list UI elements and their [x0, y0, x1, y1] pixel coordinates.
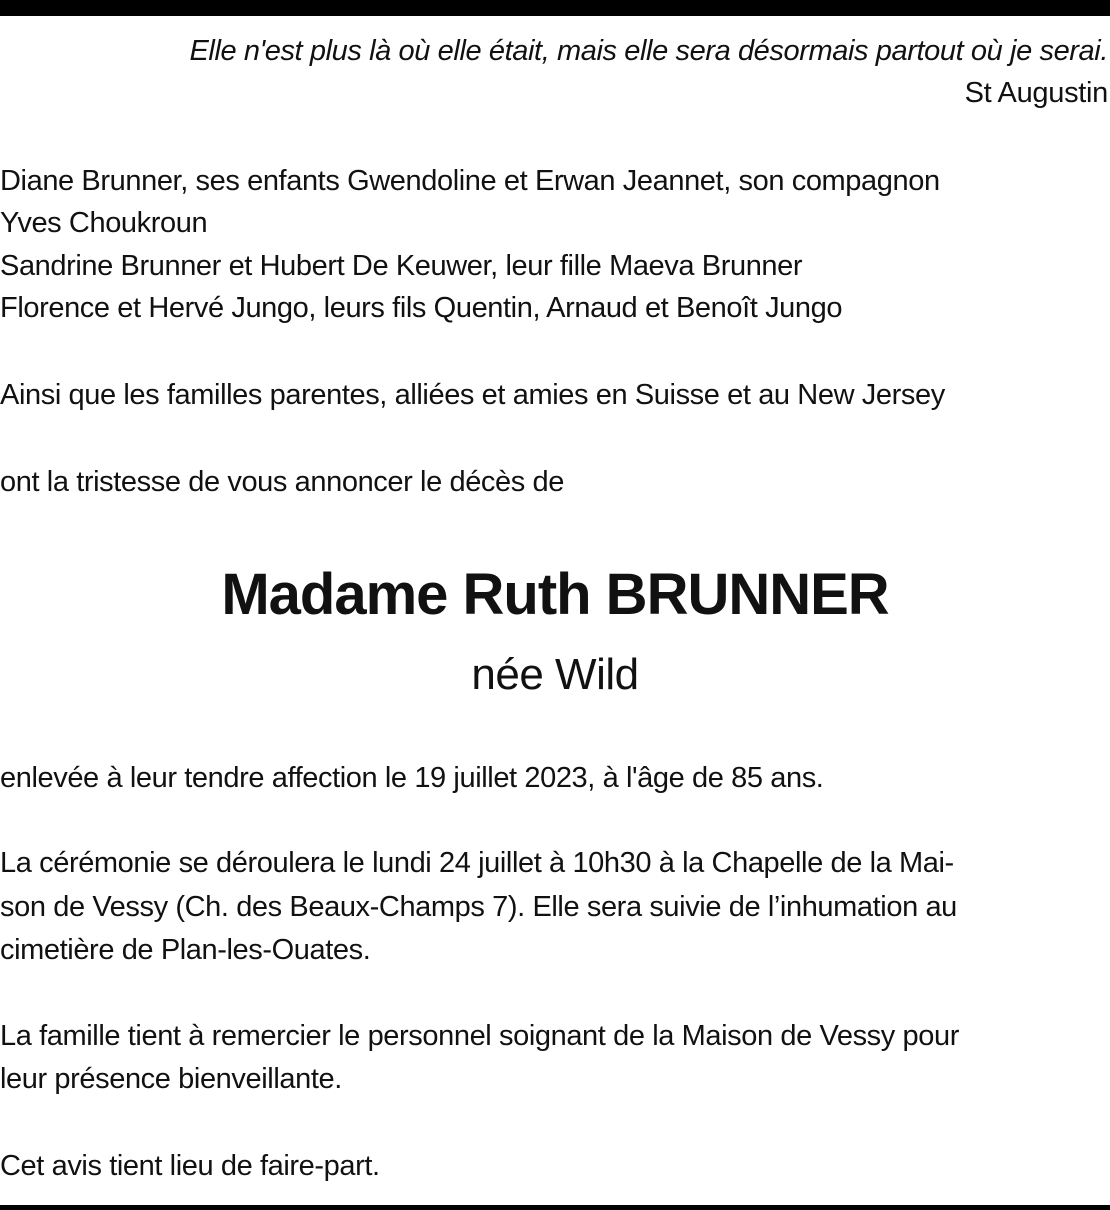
- epigraph-author: St Augustin: [964, 77, 1108, 109]
- ceremony-line-1: La cérémonie se déroulera le lundi 24 juillet à 10h30 à la Chapelle de la Mai-: [0, 847, 954, 879]
- thanks-line-2: leur présence bienveillante.: [0, 1063, 342, 1095]
- relatives-line: Ainsi que les familles parentes, alliées et amies en Suisse et au New Jersey: [0, 379, 945, 411]
- ceremony-line-2: son de Vessy (Ch. des Beaux-Champs 7). Elle sera suivie de l’inhumation au: [0, 891, 957, 923]
- family-line-1: Diane Brunner, ses enfants Gwendoline et Erwan Jeannet, son compagnon: [0, 165, 940, 197]
- ceremony-line-3: cimetière de Plan-les-Ouates.: [0, 934, 371, 966]
- notice-line: Cet avis tient lieu de faire-part.: [0, 1150, 380, 1182]
- announcement-line: ont la tristesse de vous annoncer le décès de: [0, 466, 564, 498]
- deceased-name: Madame Ruth BRUNNER: [221, 562, 889, 627]
- family-line-2: Yves Choukroun: [0, 207, 208, 239]
- bottom-border-rule: [0, 1205, 1110, 1210]
- deceased-maiden-name: née Wild: [471, 650, 639, 699]
- top-border-rule: [0, 0, 1110, 16]
- thanks-line-1: La famille tient à remercier le personnel soignant de la Maison de Vessy pour: [0, 1020, 959, 1052]
- death-line: enlevée à leur tendre affection le 19 juillet 2023, à l'âge de 85 ans.: [0, 762, 824, 794]
- family-line-3: Sandrine Brunner et Hubert De Keuwer, leur fille Maeva Brunner: [0, 250, 803, 282]
- epigraph-quote: Elle n'est plus là où elle était, mais elle sera désormais partout où je serai.: [189, 35, 1108, 67]
- family-line-4: Florence et Hervé Jungo, leurs fils Quentin, Arnaud et Benoît Jungo: [0, 292, 843, 324]
